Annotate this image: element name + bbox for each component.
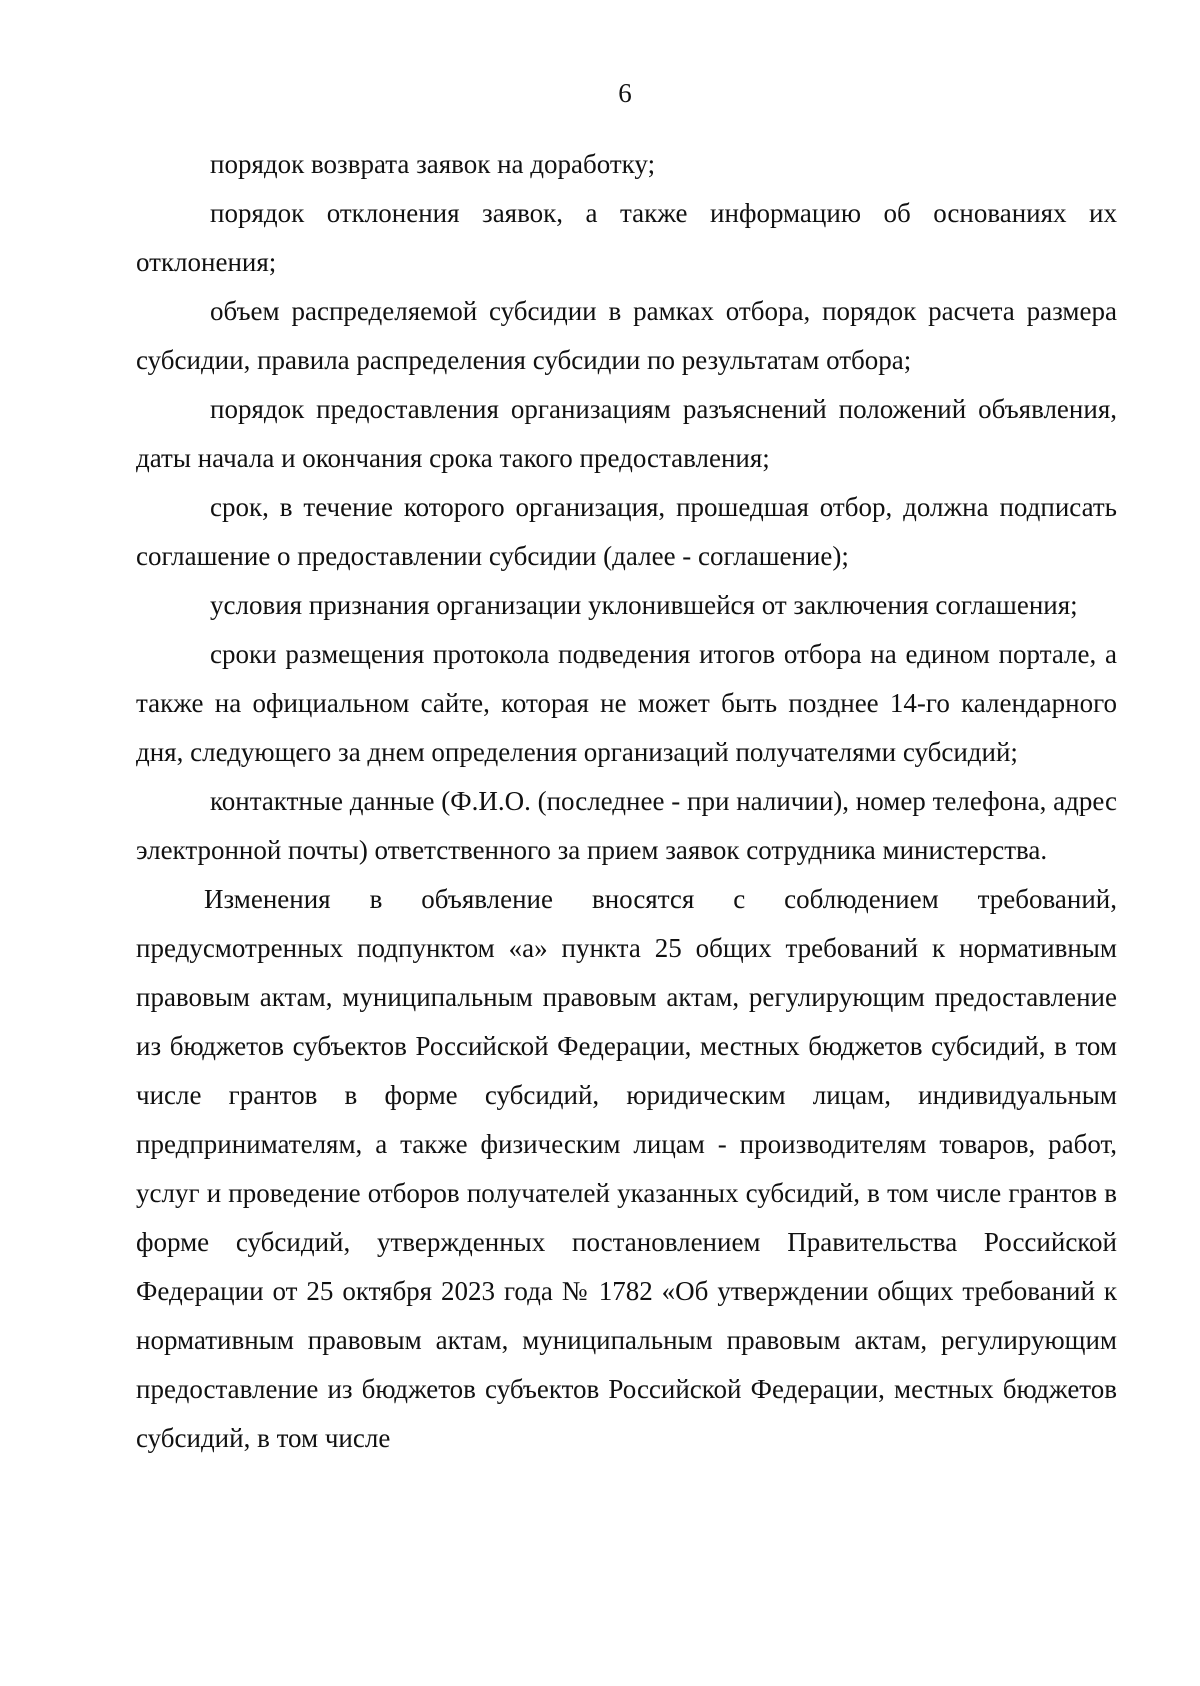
document-body bbox=[136, 140, 1117, 1463]
paragraph-rejection-procedure: порядок отклонения заявок, а также информацию об основаниях их отклонения; bbox=[136, 198, 1117, 277]
paragraph-evasion-conditions: условия признания организации уклонившейся от заключения соглашения; bbox=[210, 590, 1078, 620]
page-number: 6 bbox=[618, 78, 632, 108]
paragraph-subsidy-volume: объем распределяемой субсидии в рамках отбора, порядок расчета размера субсидии, правила распределения субсидии по результатам отбора; bbox=[136, 296, 1117, 375]
paragraph-signing-term: срок, в течение которого организация, прошедшая отбор, должна подписать соглашение о предоставлении субсидии (далее - соглашение); bbox=[136, 492, 1117, 571]
paragraph-amendments: Изменения в объявление вносятся с соблюдением требований, предусмотренных подпунктом «а» пункта 25 общих требований к нормативным правовым актам, муниципальным правовым актам, регулирующим предоставление из бюджетов субъектов Российской Федерации, местных бюджетов субсидий, в том числе грантов в форме субсидий, юридическим лицам, индивидуальным предпринимателям, а также физическим лицам - производителям товаров, работ, услуг и проведение отборов получателей указанных субсидий, в том числе грантов в форме субсидий, утвержденных постановлением Правительства Российской Федерации от 25 октября 2023 года № 1782 «Об утверждении общих требований к нормативным правовым актам, муниципальным правовым актам, регулирующим предоставление из бюджетов субъектов Российской Федерации, местных бюджетов субсидий, в том числе bbox=[136, 884, 1117, 1453]
paragraph-protocol-terms: сроки размещения протокола подведения итогов отбора на едином портале, а также на официальном сайте, которая не может быть позднее 14-го календарного дня, следующего за днем определения организаций получателями субсидий; bbox=[136, 639, 1117, 767]
paragraph-return-procedure: порядок возврата заявок на доработку; bbox=[210, 149, 656, 179]
paragraph-clarifications: порядок предоставления организациям разъяснений положений объявления, даты начала и окончания срока такого предоставления; bbox=[136, 394, 1117, 473]
paragraph-contact-data: контактные данные (Ф.И.О. (последнее - при наличии), номер телефона, адрес электронной почты) ответственного за прием заявок сотрудника министерства. bbox=[136, 786, 1117, 865]
